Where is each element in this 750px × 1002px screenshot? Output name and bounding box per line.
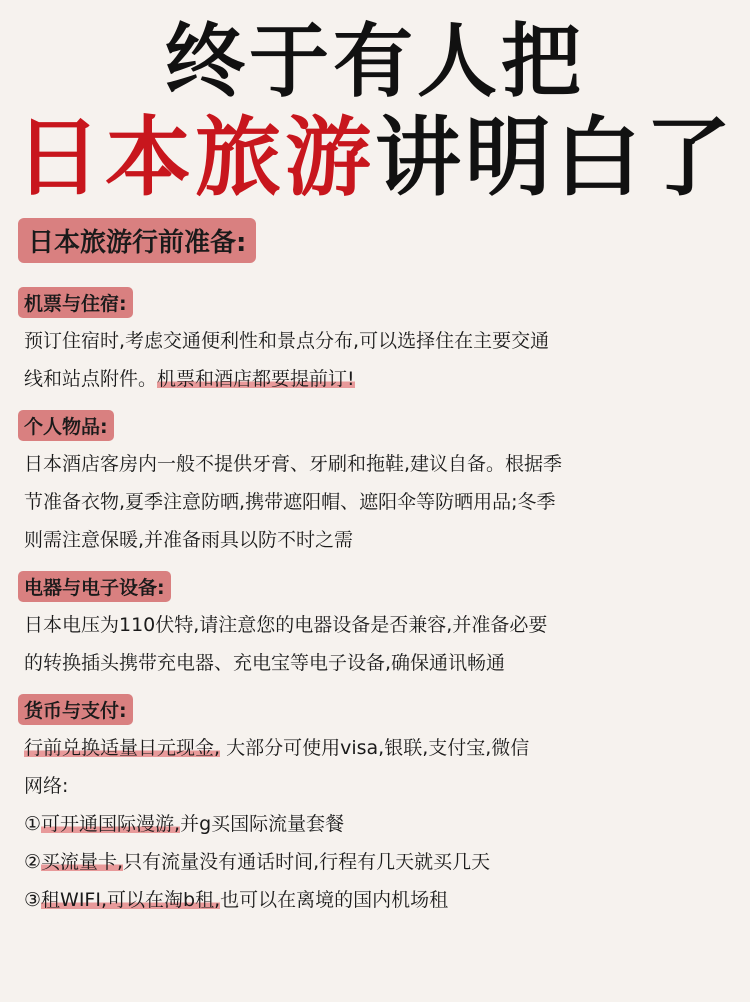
marked-text: 可开通国际漫游,	[41, 813, 181, 835]
paragraph-line: 网络:	[24, 775, 69, 797]
paragraph-line	[18, 360, 734, 398]
main-heading: 日本旅游行前准备:	[18, 218, 256, 263]
paragraph-line: 节准备衣物,夏季注意防晒,携带遮阳帽、遮阳伞等防晒用品;冬季	[24, 491, 556, 513]
paragraph-line: 预订住宿时,考虑交通便利性和景点分布,可以选择住在主要交通	[24, 330, 550, 352]
paragraph-line	[18, 729, 734, 767]
plain-text: 只有流量没有通话时间,行程有几天就买几天	[123, 851, 491, 873]
content	[18, 218, 734, 925]
plain-text: 也可以在离境的国内机场租	[220, 889, 449, 911]
paragraph-line: 则需注意保暖,并准备雨具以防不时之需	[24, 529, 354, 551]
title-line-1: 终于有人把	[165, 15, 585, 108]
section-label: 电器与电子设备:	[18, 571, 171, 602]
section-personal-items	[18, 404, 734, 559]
marked-text: 买流量卡,	[41, 851, 124, 873]
list-number: ②	[24, 851, 42, 873]
title-red-text: 日本旅游	[15, 108, 375, 208]
marked-text: 行前兑换适量日元现金,	[24, 737, 221, 759]
paragraph-line: 日本电压为110伏特,请注意您的电器设备是否兼容,并准备必要	[24, 614, 548, 636]
paragraph-line: 日本酒店客房内一般不提供牙膏、牙刷和拖鞋,建议自备。根据季	[24, 453, 563, 475]
section-tickets-lodging	[18, 281, 734, 398]
list-number: ①	[24, 813, 42, 835]
section-label: 机票与住宿:	[18, 287, 133, 318]
marked-text: 租WIFI,可以在淘b租,	[41, 889, 221, 911]
plain-text: 大部分可使用visa,银联,支付宝,微信	[220, 737, 530, 759]
plain-text: 线和站点附件。	[24, 368, 158, 390]
plain-text: 并g买国际流量套餐	[180, 813, 345, 835]
list-item	[18, 843, 734, 881]
section-currency-payment	[18, 688, 734, 919]
marked-text: 机票和酒店都要提前订!	[157, 368, 355, 390]
title-line-2	[0, 108, 750, 208]
section-label: 货币与支付:	[18, 694, 133, 725]
list-item	[18, 805, 734, 843]
section-electronics	[18, 565, 734, 682]
list-item	[18, 881, 734, 919]
list-number: ③	[24, 889, 42, 911]
paragraph-line: 的转换插头携带充电器、充电宝等电子设备,确保通讯畅通	[24, 652, 506, 674]
title-black-text: 讲明白了	[375, 108, 735, 208]
section-label: 个人物品:	[18, 410, 114, 441]
